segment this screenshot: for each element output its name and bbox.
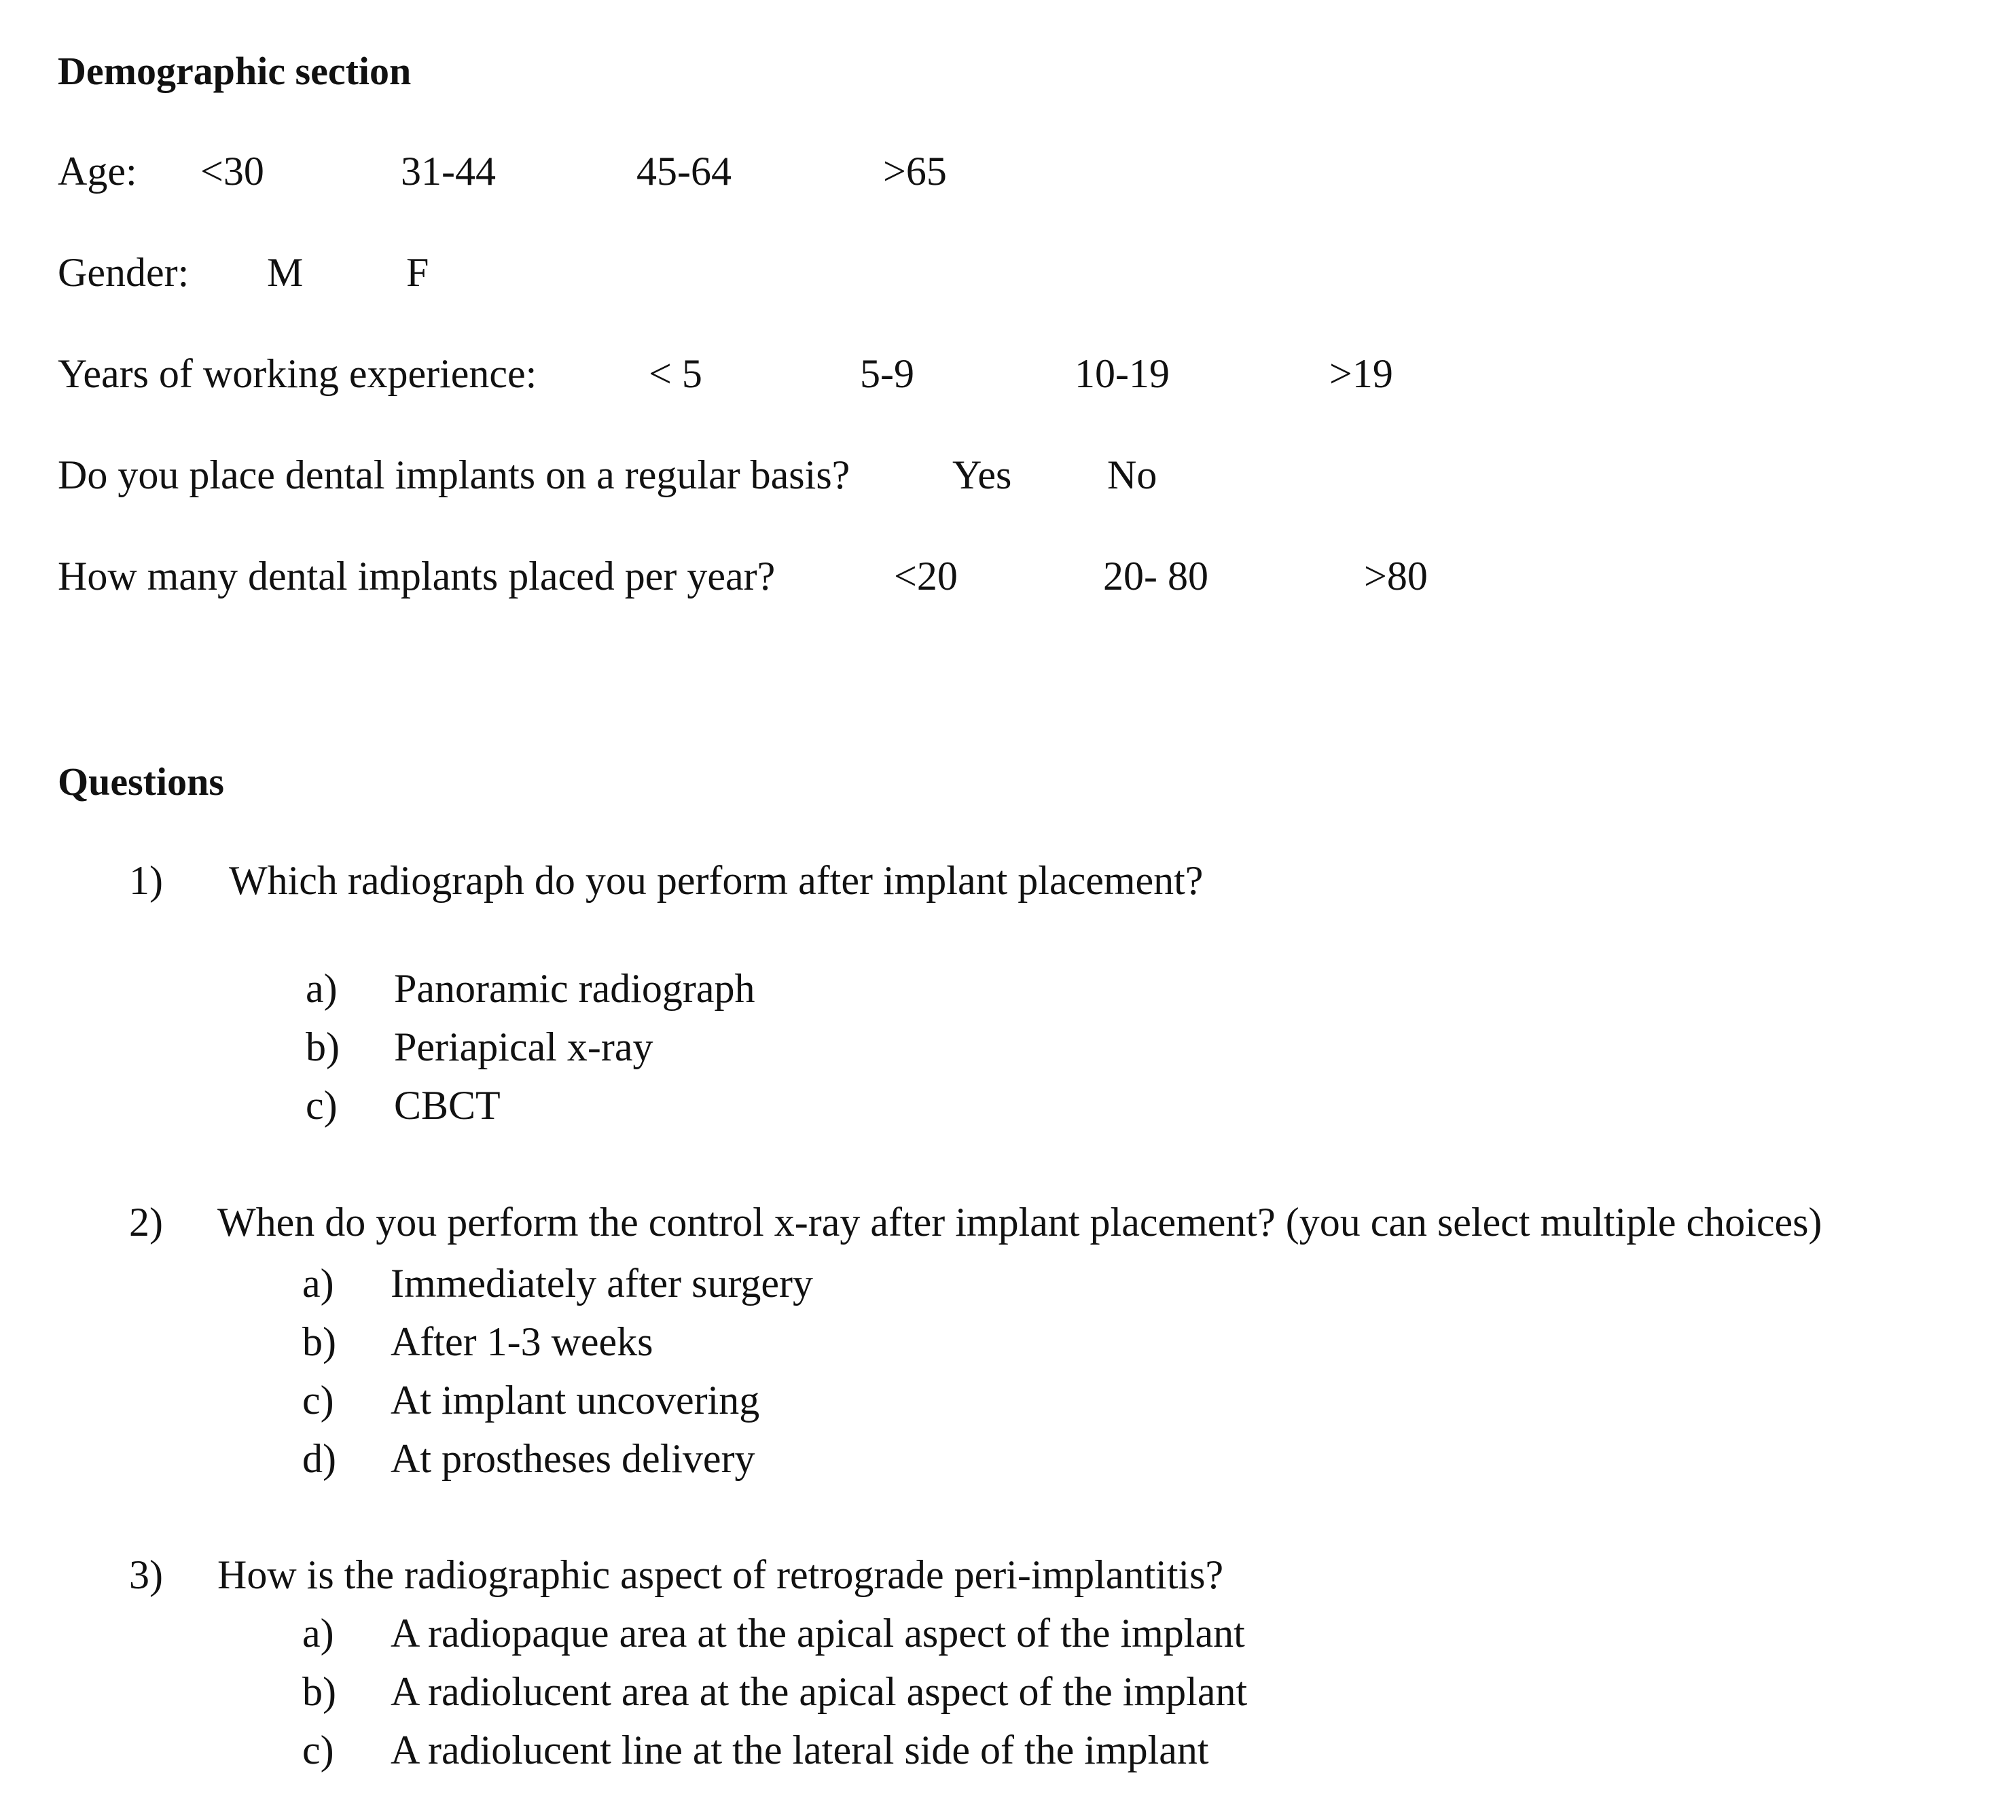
- age-option-over-65[interactable]: >65: [883, 149, 947, 194]
- option-text[interactable]: A radiopaque area at the apical aspect of the implant: [391, 1611, 1245, 1656]
- experience-label: Years of working experience:: [58, 351, 537, 396]
- option-text[interactable]: A radiolucent area at the apical aspect of the implant: [391, 1669, 1248, 1714]
- gender-label: Gender:: [58, 250, 190, 295]
- option-letter: b): [302, 1669, 336, 1714]
- questions-heading: Questions: [58, 760, 224, 804]
- regular-basis-label: Do you place dental implants on a regular basis?: [58, 452, 850, 497]
- gender-option-male[interactable]: M: [267, 250, 304, 295]
- option-text[interactable]: Immediately after surgery: [391, 1261, 813, 1306]
- option-text[interactable]: A radiolucent line at the lateral side of the implant: [391, 1728, 1209, 1772]
- question-text: When do you perform the control x-ray after implant placement? (you can select multiple choices): [217, 1200, 1822, 1245]
- option-letter: a): [306, 966, 338, 1011]
- demographic-heading: Demographic section: [58, 49, 412, 93]
- experience-option-over-19[interactable]: >19: [1329, 351, 1393, 396]
- option-text[interactable]: After 1-3 weeks: [391, 1319, 653, 1364]
- age-option-31-44[interactable]: 31-44: [401, 149, 496, 194]
- experience-option-under-5[interactable]: < 5: [649, 351, 702, 396]
- age-label: Age:: [58, 149, 137, 194]
- option-text[interactable]: At implant uncovering: [391, 1378, 760, 1423]
- implants-option-over-80[interactable]: >80: [1364, 554, 1428, 599]
- question-number: 3): [129, 1552, 163, 1597]
- question-text: How is the radiographic aspect of retrograde peri-implantitis?: [217, 1552, 1224, 1597]
- option-letter: a): [302, 1261, 334, 1306]
- option-letter: a): [302, 1611, 334, 1656]
- option-letter: c): [302, 1728, 334, 1772]
- implants-per-year-label: How many dental implants placed per year?: [58, 554, 776, 599]
- experience-option-5-9[interactable]: 5-9: [860, 351, 914, 396]
- option-text[interactable]: CBCT: [394, 1083, 501, 1128]
- experience-option-10-19[interactable]: 10-19: [1075, 351, 1170, 396]
- option-text[interactable]: Periapical x-ray: [394, 1024, 653, 1069]
- age-option-under-30[interactable]: <30: [200, 149, 264, 194]
- implants-option-under-20[interactable]: <20: [894, 554, 958, 599]
- option-letter: b): [302, 1319, 336, 1364]
- question-number: 1): [129, 858, 163, 903]
- option-letter: b): [306, 1024, 340, 1069]
- regular-basis-option-no[interactable]: No: [1107, 452, 1157, 497]
- option-text[interactable]: Panoramic radiograph: [394, 966, 755, 1011]
- question-number: 2): [129, 1200, 163, 1245]
- gender-option-female[interactable]: F: [406, 250, 429, 295]
- option-letter: d): [302, 1436, 336, 1481]
- option-letter: c): [306, 1083, 338, 1128]
- option-letter: c): [302, 1378, 334, 1423]
- implants-option-20-80[interactable]: 20- 80: [1103, 554, 1208, 599]
- option-text[interactable]: At prostheses delivery: [391, 1436, 755, 1481]
- age-option-45-64[interactable]: 45-64: [636, 149, 732, 194]
- question-text: Which radiograph do you perform after implant placement?: [229, 858, 1204, 903]
- regular-basis-option-yes[interactable]: Yes: [952, 452, 1012, 497]
